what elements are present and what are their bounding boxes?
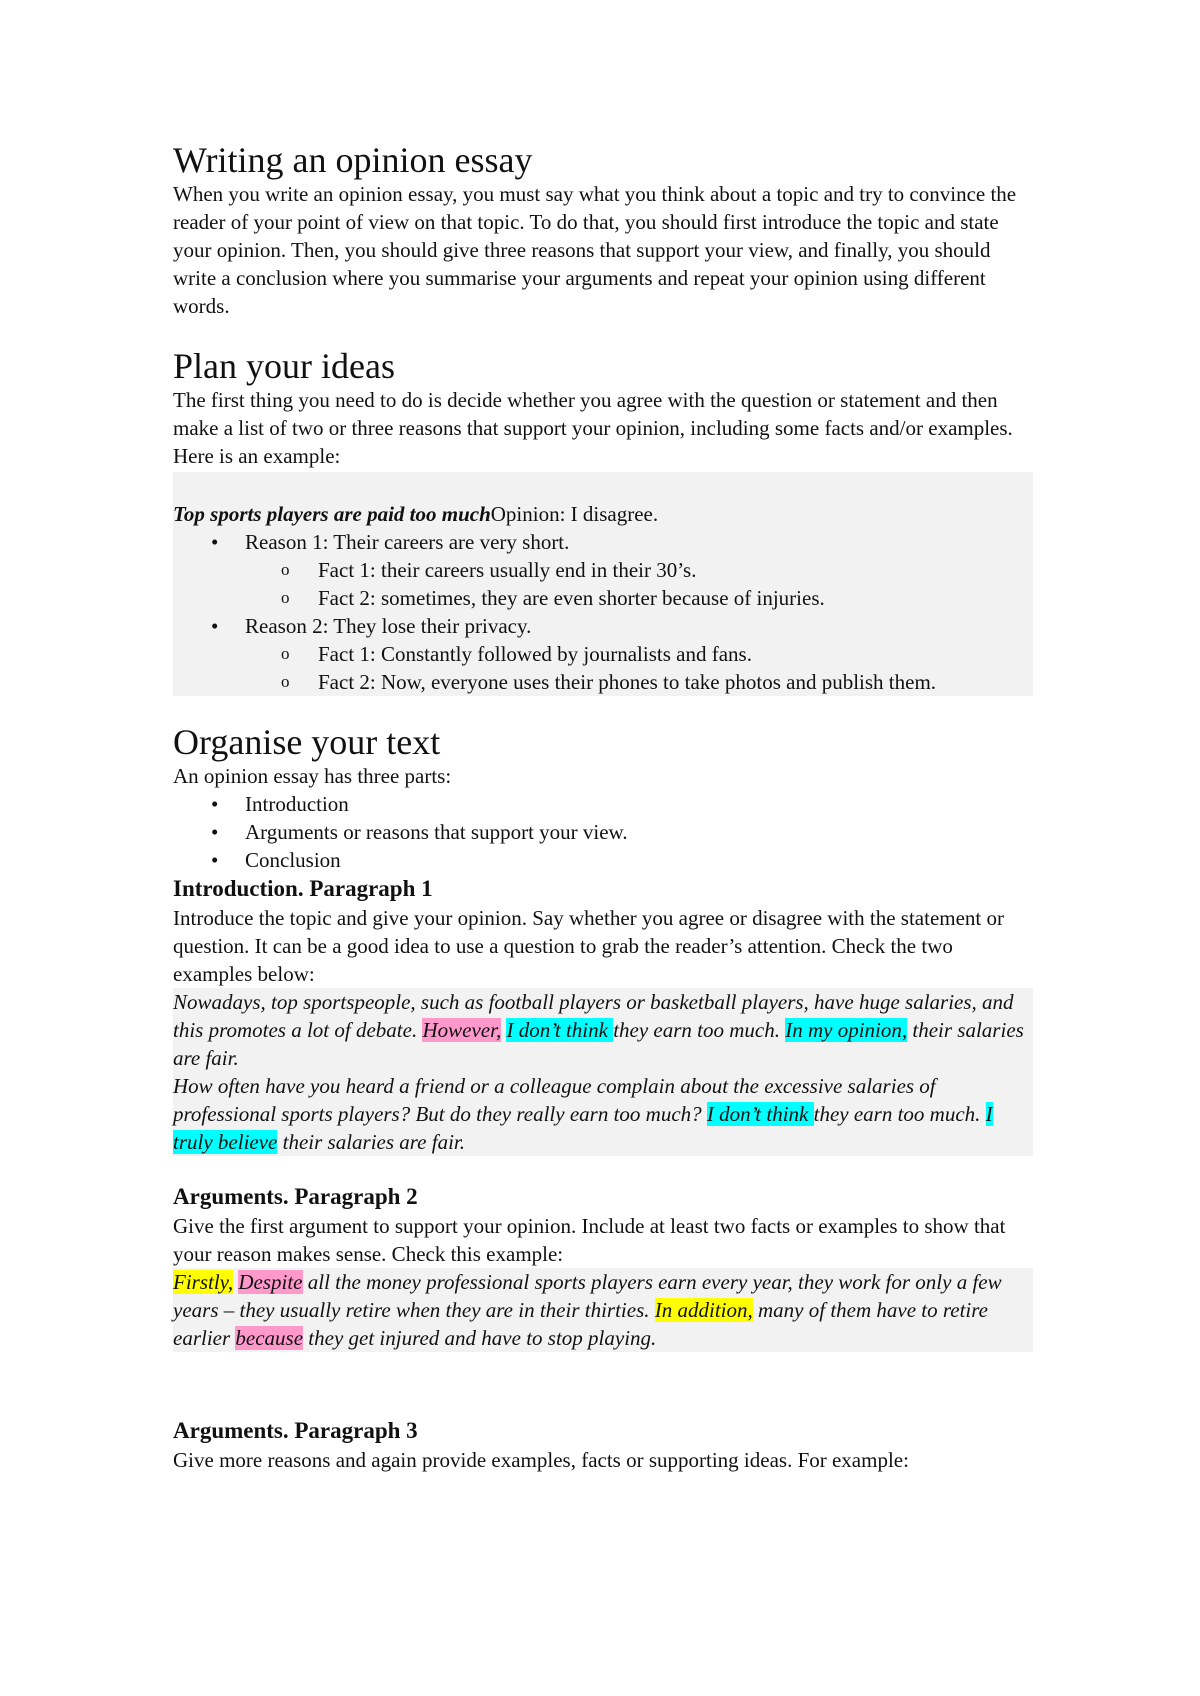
- list-item-reason-1-fact-2: o Fact 2: sometimes, they are even shorter because of injuries.: [173, 584, 1033, 612]
- argument-example-box: [173, 1268, 1033, 1352]
- heading-paragraph-2: Arguments. Paragraph 2: [173, 1184, 418, 1209]
- plan-opinion: Opinion: I disagree.: [490, 502, 659, 526]
- section-title-plan: Plan your ideas: [173, 346, 395, 386]
- list-item-reason-2-fact-1: o Fact 1: Constantly followed by journalists and fans.: [173, 640, 1033, 668]
- highlight-i-truly-believe: I truly believe: [173, 1102, 993, 1154]
- list-item-part: • Introduction: [173, 790, 1033, 818]
- body-paragraph-3: Give more reasons and again provide examples, facts or supporting ideas. For example:: [173, 1448, 909, 1472]
- plan-example-topic-line: [173, 500, 1033, 528]
- section-body-writing: When you write an opinion essay, you must say what you think about a topic and try to convince the reader of your point of view on that topic. To do that, you should first introduce the topic and state your opinion. Then, you should give three reasons that support your view, and finally, you should write a conclusion where you summarise your arguments and repeat your opinion using different words.: [173, 182, 1017, 318]
- section-intro-organise: An opinion essay has three parts:: [173, 764, 452, 788]
- highlight-despite: Despite: [238, 1270, 303, 1294]
- list-item-part: • Conclusion: [173, 846, 1033, 874]
- highlight-because: because: [235, 1326, 304, 1350]
- body-paragraph-1: Introduce the topic and give your opinion. Say whether you agree or disagree with the statement or question. It can be a good idea to use a question to grab the reader’s attention. Check the two examples below:: [173, 906, 1004, 986]
- list-item-reason-2-fact-2: o Fact 2: Now, everyone uses their phones to take photos and publish them.: [173, 668, 1033, 696]
- section-body-plan: The first thing you need to do is decide whether you agree with the question or statement and then make a list of two or three reasons that support your opinion, including some facts and/or examples. Here is an example:: [173, 388, 1013, 468]
- heading-paragraph-1: Introduction. Paragraph 1: [173, 876, 433, 901]
- plan-example-box: [173, 472, 1033, 696]
- intro-example-2: How often have you heard a friend or a colleague complain about the excessive salaries of professional sports players? But do they really earn too much? I don’t think they earn too much. I truly believe their salaries are fair.: [173, 1074, 993, 1154]
- intro-examples-box: [173, 988, 1033, 1156]
- list-item-reason-2: • Reason 2: They lose their privacy.: [173, 612, 1033, 640]
- highlight-however: However,: [422, 1018, 502, 1042]
- list-item-reason-1-fact-1: o Fact 1: their careers usually end in their 30’s.: [173, 556, 1033, 584]
- section-title-organise: Organise your text: [173, 722, 441, 762]
- essay-parts-list: [173, 790, 1033, 874]
- highlight-i-dont-think: I don’t think: [506, 1018, 614, 1042]
- document-page: [173, 140, 1033, 1474]
- highlight-i-dont-think: I don’t think: [706, 1102, 814, 1126]
- section-title-writing: Writing an opinion essay: [173, 140, 533, 180]
- highlight-firstly: Firstly,: [173, 1270, 234, 1294]
- heading-paragraph-3: Arguments. Paragraph 3: [173, 1418, 418, 1443]
- plan-topic: Top sports players are paid too much: [173, 502, 491, 526]
- highlight-in-my-opinion: In my opinion,: [785, 1018, 908, 1042]
- list-item-reason-1: • Reason 1: Their careers are very short.: [173, 528, 1033, 556]
- highlight-in-addition: In addition,: [654, 1298, 753, 1322]
- intro-example-1: Nowadays, top sportspeople, such as football players or basketball players, have huge salaries, and this promotes a lot of debate. However, I don’t think they earn too much. In my opinion, their salaries are fair.: [173, 990, 1024, 1070]
- list-item-part: • Arguments or reasons that support your view.: [173, 818, 1033, 846]
- body-paragraph-2: Give the first argument to support your opinion. Include at least two facts or examples to show that your reason makes sense. Check this example:: [173, 1214, 1006, 1266]
- plan-reasons-list: [173, 528, 1033, 696]
- argument-example: Firstly, Despite all the money professional sports players earn every year, they work for only a few years – they usually retire when they are in their thirties. In addition, many of them have to retire earlier because they get injured and have to stop playing.: [173, 1270, 1002, 1350]
